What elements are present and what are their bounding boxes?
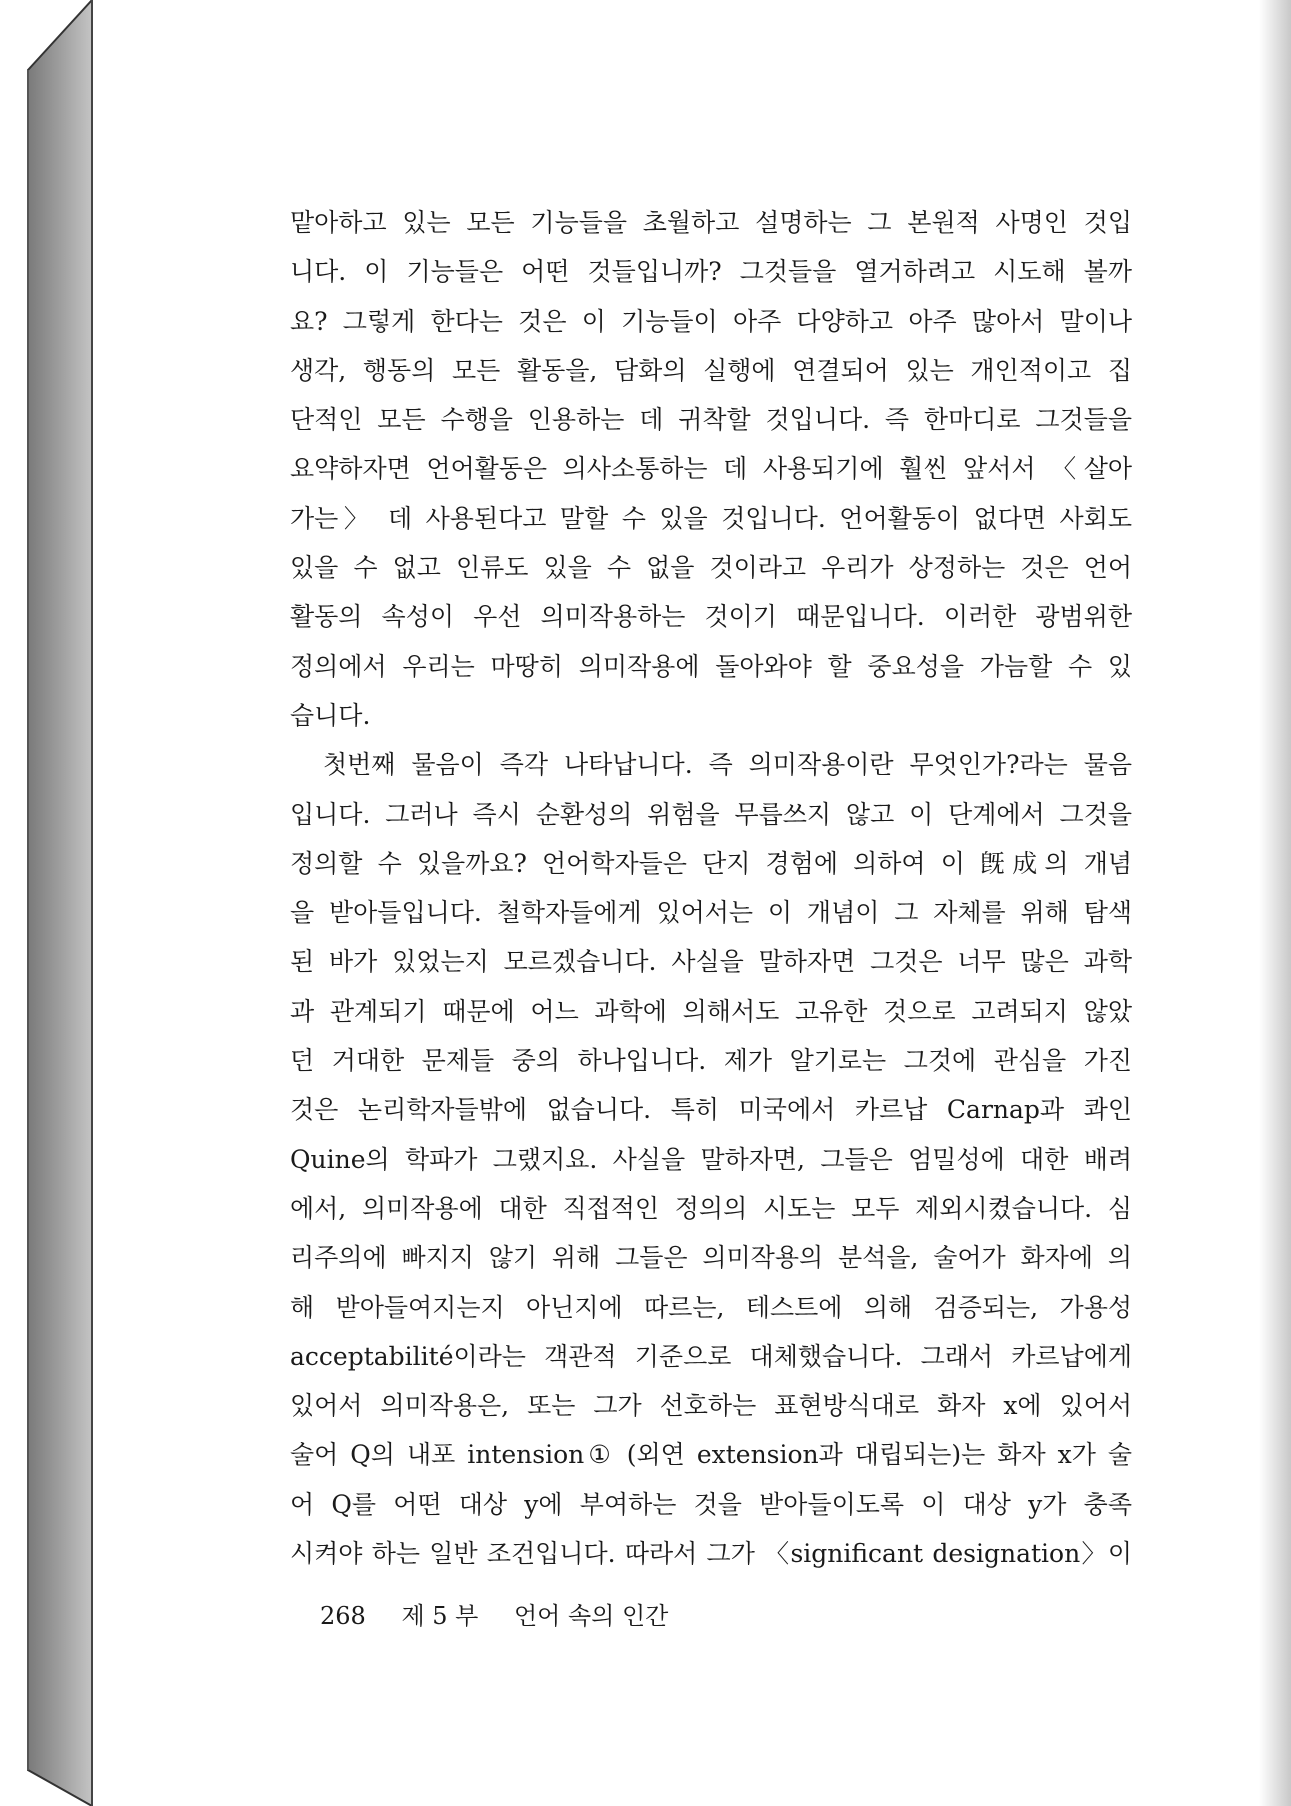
text-line: 습니다. [290,700,371,730]
text-line: 가는〉 데 사용된다고 말할 수 있을 것입니다. 언어활동이 없다면 사회도 [290,503,1132,533]
text-line: 에서, 의미작용에 대한 직접적인 정의의 시도는 모두 제외시켰습니다. 심 [290,1193,1132,1223]
text-line: 생각, 행동의 모든 활동을, 담화의 실행에 연결되어 있는 개인적이고 집 [290,355,1132,385]
text-line: 단적인 모든 수행을 인용하는 데 귀착할 것입니다. 즉 한마디로 그것들을 [290,405,1132,435]
text-line: 맡아하고 있는 모든 기능들을 초월하고 설명하는 그 본원적 사명인 것입 [290,208,1132,237]
paragraph-2 [290,740,1132,1578]
text-line: 해 받아들여지는지 아닌지에 따르는, 테스트에 의해 검증되는, 가용성 [290,1292,1132,1322]
text-line: 요약하자면 언어활동은 의사소통하는 데 사용되기에 훨씬 앞서서 〈살아 [290,454,1132,484]
text-line: 요? 그렇게 한다는 것은 이 기능들이 아주 다양하고 아주 많아서 말이나 [290,306,1132,336]
paragraph-1 [290,198,1132,740]
text-line: 된 바가 있었는지 모르겠습니다. 사실을 말하자면 그것은 너무 많은 과학 [290,947,1132,977]
text-line: 입니다. 그러나 즉시 순환성의 위험을 무릅쓰지 않고 이 단계에서 그것을 [290,799,1132,829]
text-line: 정의할 수 있을까요? 언어학자들은 단지 경험에 의하여 이 旣成의 개념 [290,848,1132,878]
text-line: 정의에서 우리는 마땅히 의미작용에 돌아와야 할 중요성을 가늠할 수 있 [290,651,1132,681]
text-line: 있어서 의미작용은, 또는 그가 선호하는 표현방식대로 화자 x에 있어서 [290,1391,1132,1421]
text-line: 리주의에 빠지지 않기 위해 그들은 의미작용의 분석을, 술어가 화자에 의 [290,1243,1132,1273]
text-line: 니다. 이 기능들은 어떤 것들입니까? 그것들을 열거하려고 시도해 볼까 [290,257,1132,287]
part-label: 제 5 부 [401,1602,479,1630]
text-line: 어 Q를 어떤 대상 y에 부여하는 것을 받아들이도록 이 대상 y가 충족 [290,1489,1132,1519]
text-line: 을 받아들입니다. 철학자들에게 있어서는 이 개념이 그 자체를 위해 탐색 [290,898,1132,928]
text-line: 첫번째 물음이 즉각 나타납니다. 즉 의미작용이란 무엇인가?라는 물음 [290,750,1132,780]
text-line: Quine의 학파가 그랬지요. 사실을 말하자면, 그들은 엄밀성에 대한 배려 [290,1144,1132,1174]
text-line: 던 거대한 문제들 중의 하나입니다. 제가 알기로는 그것에 관심을 가진 [290,1046,1132,1076]
text-line: acceptabilité이라는 객관적 기준으로 대체했습니다. 그래서 카르납에게 [290,1341,1132,1371]
body-text [290,198,1132,1578]
text-line: 술어 Q의 내포 intension① (외연 extension과 대립되는)는 화자 x가 술 [290,1440,1132,1470]
page-number: 268 [320,1602,366,1630]
text-line: 시켜야 하는 일반 조건입니다. 따라서 그가 〈significant designation〉이 [290,1539,1132,1569]
text-line: 활동의 속성이 우선 의미작용하는 것이기 때문입니다. 이러한 광범위한 [290,602,1132,632]
page-footer [320,1596,696,1636]
text-line: 있을 수 없고 인류도 있을 수 없을 것이라고 우리가 상정하는 것은 언어 [290,553,1132,583]
text-line: 과 관계되기 때문에 어느 과학에 의해서도 고유한 것으로 고려되지 않았 [290,996,1132,1026]
text-line: 것은 논리학자들밖에 없습니다. 특히 미국에서 카르납 Carnap과 콰인 [290,1095,1132,1125]
part-title: 언어 속의 인간 [514,1602,669,1630]
